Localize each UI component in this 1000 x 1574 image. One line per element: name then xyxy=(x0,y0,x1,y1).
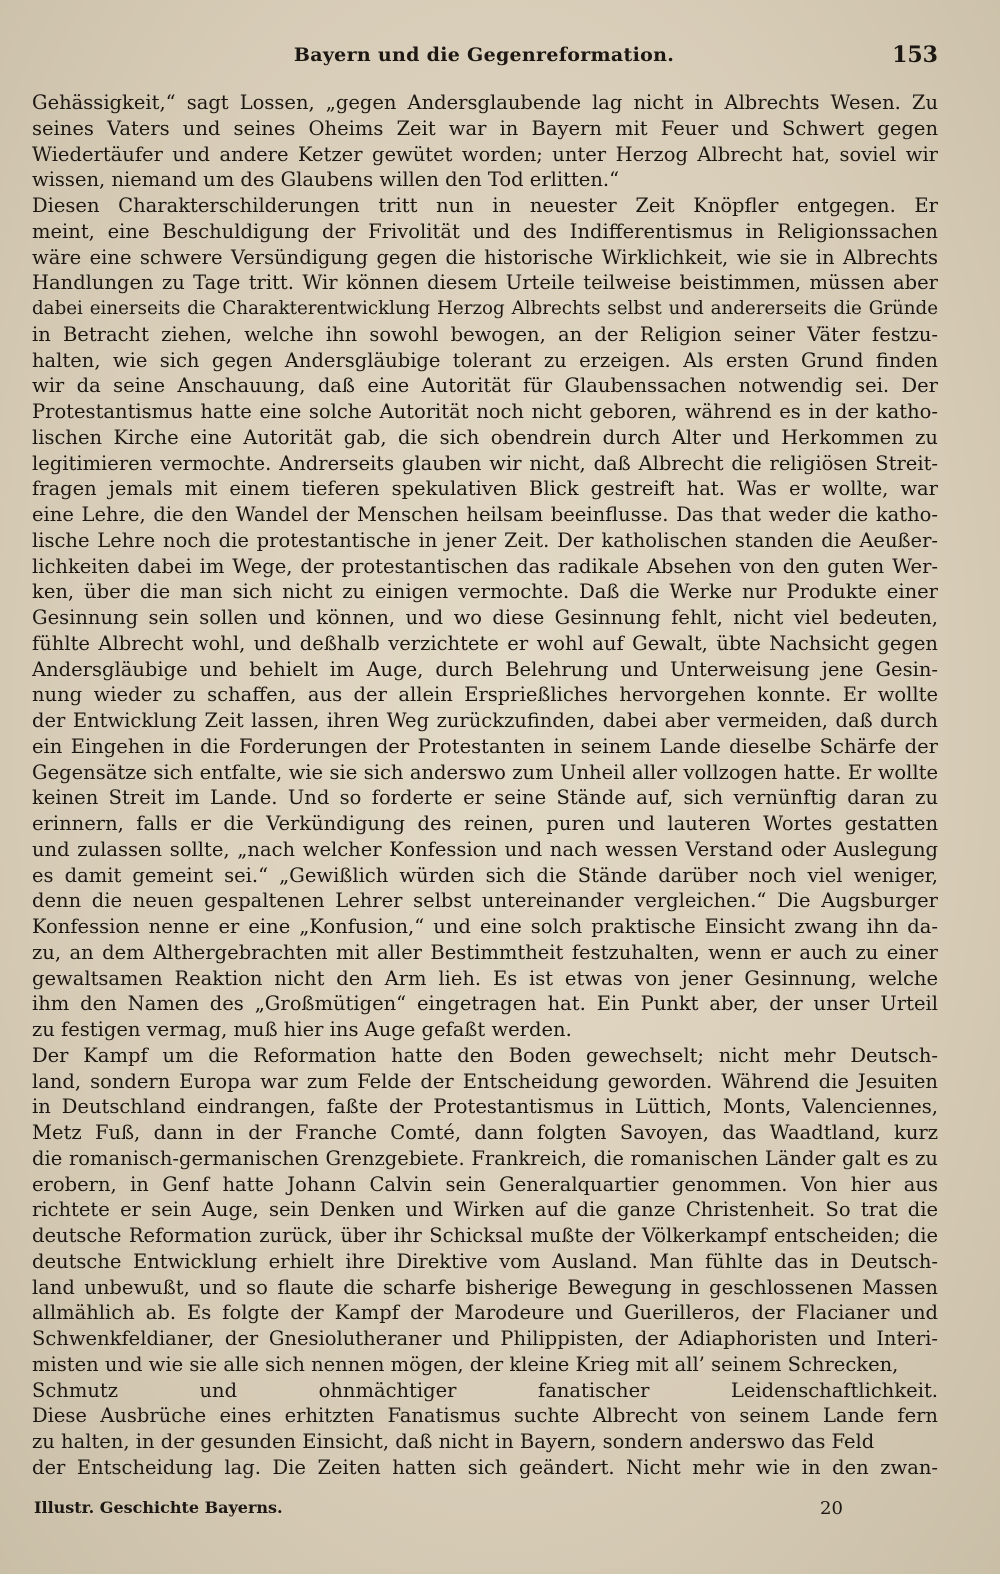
running-title: Bayern und die Gegenreformation. xyxy=(293,44,675,66)
text-line: deutsche Entwicklung erhielt ihre Direktive vom Ausland. Man fühlte das in Deutsch- xyxy=(32,1249,938,1273)
text-line: zu, an dem Althergebrachten mit aller Bestimmtheit festzuhalten, wenn er auch zu einer xyxy=(32,940,938,964)
printer-signature: Illustr. Geschichte Bayerns. xyxy=(34,1498,283,1517)
text-line: und zulassen sollte, „nach welcher Konfession und nach wessen Verstand oder Auslegung xyxy=(32,837,938,861)
text-line: die romanisch-germanischen Grenzgebiete. Frankreich, die romanischen Länder galt es zu xyxy=(32,1146,938,1170)
text-line: halten, wie sich gegen Andersgläubige tolerant zu erzeigen. Als ersten Grund finden xyxy=(32,348,938,372)
text-line: misten und wie sie alle sich nennen mögen, der kleine Krieg mit all’ seinem Schrecken, xyxy=(32,1352,899,1376)
text-line: wir da seine Anschauung, daß eine Autorität für Glaubenssachen notwendig sei. Der xyxy=(32,374,938,398)
text-line: allmählich ab. Es folgte der Kampf der Marodeure und Guerilleros, der Flacianer und xyxy=(32,1301,938,1325)
text-line: denn die neuen gespaltenen Lehrer selbst untereinander vergleichen.“ Die Augsburger xyxy=(32,889,938,913)
text-line: erinnern, falls er die Verkündigung des reinen, puren und lauteren Wortes gestatten xyxy=(32,812,938,835)
text-line: der Entwicklung Zeit lassen, ihren Weg zurückzufinden, dabei aber vermeiden, daß durch xyxy=(32,709,938,732)
text-line: Andersgläubige und behielt im Auge, durch Belehrung und Unterweisung jene Gesin- xyxy=(32,657,938,681)
text-line: der Entscheidung lag. Die Zeiten hatten sich geändert. Nicht mehr wie in den zwan- xyxy=(32,1455,938,1479)
text-line: deutsche Reformation zurück, über ihr Schicksal mußte der Völkerkampf entscheiden; die xyxy=(32,1224,938,1247)
text-line: fragen jemals mit einem tieferen spekulativen Blick gestreift hat. Was er wollte, war xyxy=(32,477,938,501)
text-line: es damit gemeint sei.“ „Gewißlich würden sich die Stände darüber noch viel weniger, xyxy=(32,863,938,887)
text-line: Schmutz und ohnmächtiger fanatischer Leidenschaftlichkeit. xyxy=(32,1378,938,1402)
text-line: fühlte Albrecht wohl, und deßhalb verzichtete er wohl auf Gewalt, übte Nachsicht gegen xyxy=(32,631,938,655)
text-line: erobern, in Genf hatte Johann Calvin sein Generalquartier genommen. Von hier aus xyxy=(32,1172,938,1196)
text-line: wissen, niemand um des Glaubens willen den Tod erlitten.“ xyxy=(32,168,620,192)
text-line: zu festigen vermag, muß hier ins Auge gefaßt werden. xyxy=(32,1018,572,1041)
text-line: lichkeiten dabei im Wege, der protestantischen das radikale Absehen von den guten Wer- xyxy=(32,554,938,578)
text-line: land unbewußt, und so flaute die scharfe bisherige Bewegung in geschlossenen Massen xyxy=(32,1275,938,1299)
text-line: Protestantismus hatte eine solche Autorität noch nicht geboren, während es in der katho- xyxy=(32,400,938,423)
page-header xyxy=(30,44,938,74)
text-line: Der Kampf um die Reformation hatte den Boden gewechselt; nicht mehr Deutsch- xyxy=(32,1043,938,1067)
text-line: seines Vaters und seines Oheims Zeit war in Bayern mit Feuer und Schwert gegen xyxy=(32,116,938,140)
text-line: eine Lehre, die den Wandel der Menschen heilsam beeinflusse. Das that weder die katho- xyxy=(32,503,938,526)
text-line: Konfession nenne er eine „Konfusion,“ und eine solch praktische Einsicht zwang ihn da- xyxy=(32,915,938,938)
page-footer xyxy=(30,1498,938,1526)
text-line: legitimieren vermochte. Andrerseits glauben wir nicht, daß Albrecht die religiösen Streit- xyxy=(32,451,938,475)
text-line: land, sondern Europa war zum Felde der Entscheidung geworden. Während die Jesuiten xyxy=(32,1069,938,1093)
text-line: Gegensätze sich entfalte, wie sie sich anderswo zum Unheil aller vollzogen hatte. Er wollte xyxy=(32,760,938,784)
text-line: Gehässigkeit,“ sagt Lossen, „gegen Andersglaubende lag nicht in Albrechts Wesen. Zu xyxy=(32,91,938,114)
text-line: gewaltsamen Reaktion nicht den Arm lieh. Es ist etwas von jener Gesinnung, welche xyxy=(32,966,938,990)
text-line: richtete er sein Auge, sein Denken und Wirken auf die ganze Christenheit. So trat die xyxy=(32,1198,938,1222)
text-line: Metz Fuß, dann in der Franche Comté, dann folgten Savoyen, das Waadtland, kurz xyxy=(32,1121,938,1144)
text-line: lische Lehre noch die protestantische in jener Zeit. Der katholischen standen die Aeußer- xyxy=(32,528,938,552)
text-line: in Deutschland eindrangen, faßte der Protestantismus in Lüttich, Monts, Valenciennes, xyxy=(32,1095,938,1119)
text-line: Diese Ausbrüche eines erhitzten Fanatismus suchte Albrecht von seinem Lande fern xyxy=(32,1404,938,1428)
text-line: lischen Kirche eine Autorität gab, die sich obendrein durch Alter und Herkommen zu xyxy=(32,425,938,449)
text-line: Handlungen zu Tage tritt. Wir können diesem Urteile teilweise beistimmen, müssen aber xyxy=(32,271,938,295)
text-line: meint, eine Beschuldigung der Frivolität und des Indifferentismus in Religionssachen xyxy=(32,219,938,243)
text-line: nung wieder zu schaffen, aus der allein Ersprießliches hervorgehen konnte. Er wollte xyxy=(32,683,938,707)
text-line: ihm den Namen des „Großmütigen“ eingetragen hat. Ein Punkt aber, der unser Urteil xyxy=(32,992,938,1016)
text-line: Schwenkfeldianer, der Gnesiolutheraner und Philippisten, der Adiaphoristen und Interi- xyxy=(32,1327,938,1350)
text-line: Diesen Charakterschilderungen tritt nun in neuester Zeit Knöpfler entgegen. Er xyxy=(32,194,938,217)
text-line: wäre eine schwere Versündigung gegen die historische Wirklichkeit, wie sie in Albrechts xyxy=(32,245,938,269)
body-text xyxy=(32,90,938,1481)
text-line: Gesinnung sein sollen und können, und wo diese Gesinnung fehlt, nicht viel bedeuten, xyxy=(32,606,938,629)
text-line: dabei einerseits die Charakterentwicklung Herzog Albrechts selbst und andererseits die Gründe xyxy=(32,298,938,319)
text-line: keinen Streit im Lande. Und so forderte er seine Stände auf, sich vernünftig daran zu xyxy=(32,786,938,810)
text-line: zu halten, in der gesunden Einsicht, daß nicht in Bayern, sondern anderswo das Feld xyxy=(32,1430,875,1453)
sheet-number: 20 xyxy=(820,1498,843,1519)
text-line: in Betracht ziehen, welche ihn sowohl bewogen, an der Religion seiner Väter festzu- xyxy=(32,322,938,346)
page-number: 153 xyxy=(892,42,938,68)
text-line: ken, über die man sich nicht zu einigen vermochte. Daß die Werke nur Produkte einer xyxy=(32,580,938,604)
text-line: Wiedertäufer und andere Ketzer gewütet worden; unter Herzog Albrecht hat, soviel wir xyxy=(32,142,938,166)
text-line: ein Eingehen in die Forderungen der Protestanten in seinem Lande dieselbe Schärfe der xyxy=(32,734,938,758)
